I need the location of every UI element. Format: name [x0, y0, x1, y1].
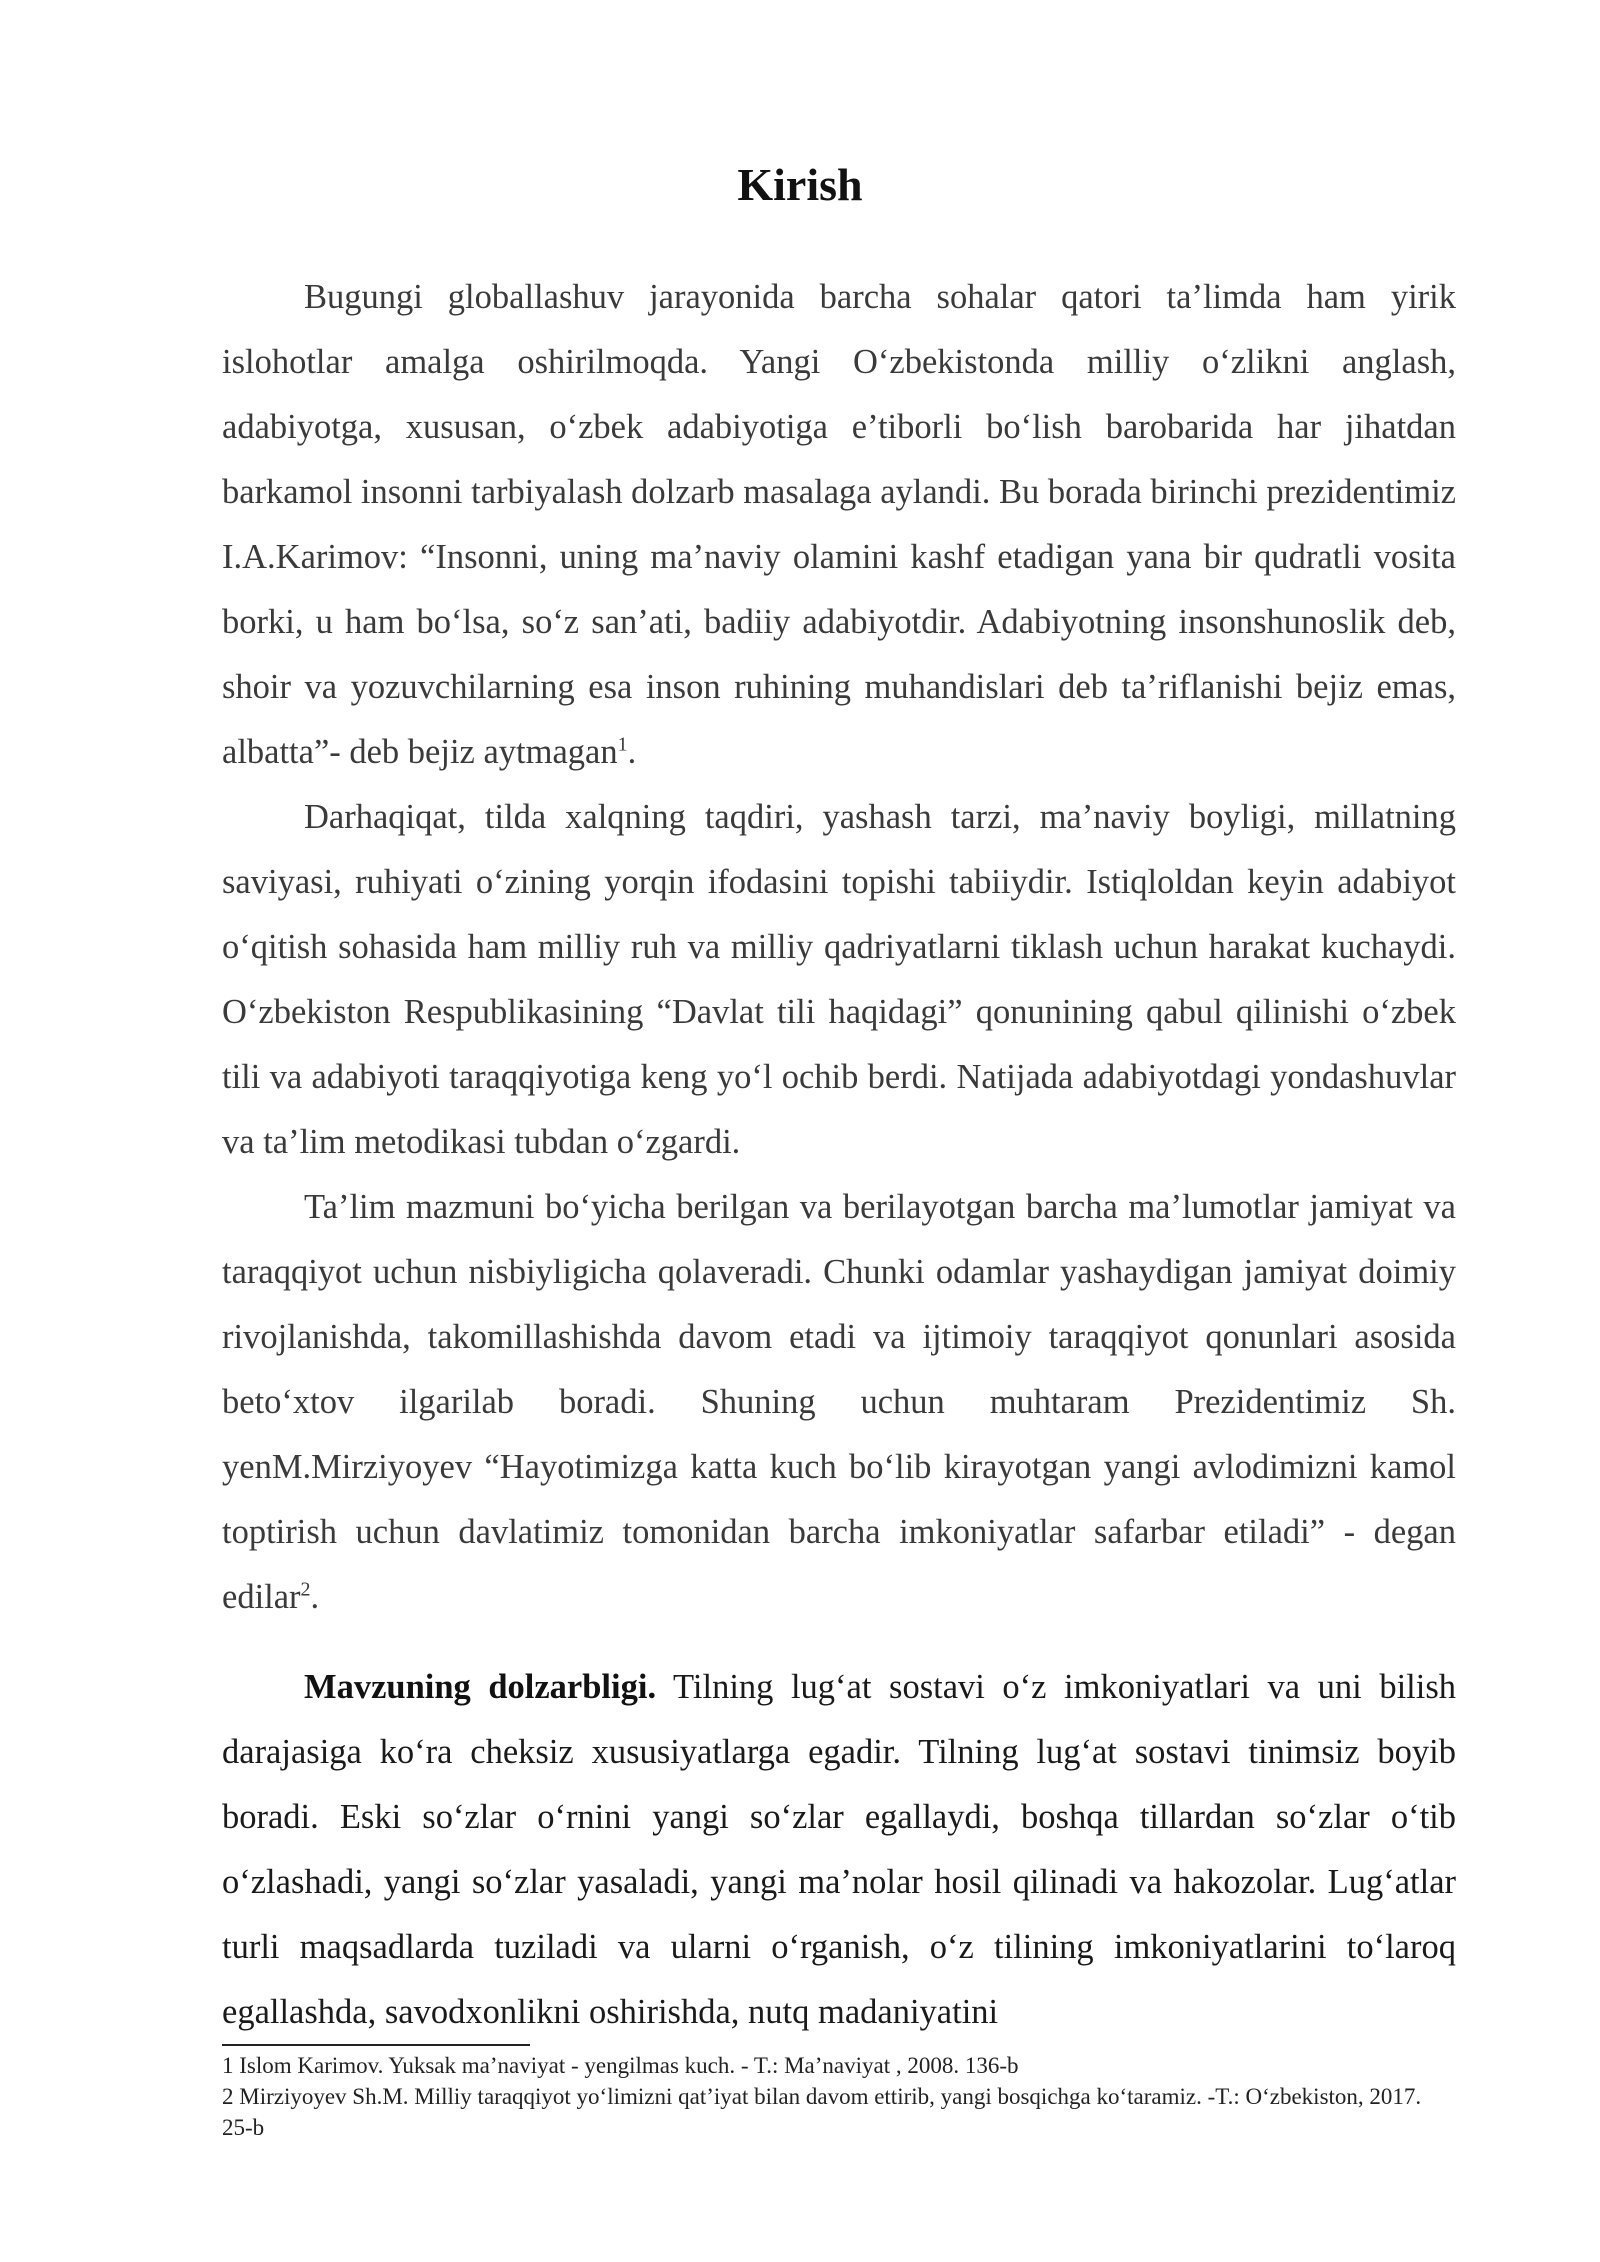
paragraph-text: Ta’lim mazmuni bo‘yicha berilgan va berilayotgan barcha ma’lumotlar jamiyat va taraqqiyot uchun nisbiyligicha qolaveradi. Chunki odamlar yashaydigan jamiyat doimiy rivojlanishda, takomillashishda davom etadi va ijtimoiy taraqqiyot qonunlari asosida beto‘xtov ilgarilab boradi. Shuning uchun muhtaram Prezidentimiz Sh. yenM.Mirziyoyev “Hayotimizga katta kuch bo‘lib kirayotgan yangi avlodimizni kamol toptirish uchun davlatimiz tomonidan barcha imkoniyatlar safarbar etiladi” - degan edilar	[222, 1188, 1456, 1616]
paragraph-end: .	[627, 733, 637, 771]
paragraph-end: .	[310, 1578, 320, 1616]
paragraph-text: Darhaqiqat, tilda xalqning taqdiri, yashash tarzi, ma’naviy boyligi, millatning saviyasi, ruhiyati o‘zining yorqin ifodasini topishi tabiiydir. Istiqloldan keyin adabiyot o‘qitish sohasida ham milliy ruh va milliy qadriyatlarni tiklash uchun harakat kuchaydi. O‘zbekiston Respublikasining “Davlat tili haqidagi” qonunining qabul qilinishi o‘zbek tili va adabiyoti taraqqiyotiga keng yo‘l ochib berdi. Natijada adabiyotdagi yondashuvlar va ta’lim metodikasi tubdan o‘zgardi.	[222, 798, 1456, 1161]
page-title: Kirish	[737, 159, 863, 210]
paragraph-talim	[222, 1175, 1456, 1630]
paragraph-intro	[222, 265, 1456, 785]
paragraph-text: Tilning lug‘at sostavi o‘z imkoniyatlari va uni bilish darajasiga ko‘ra cheksiz xususiyatlarga egadir. Tilning lug‘at sostavi tinimsiz boyib boradi. Eski so‘zlar o‘rnini yangi so‘zlar egallaydi, boshqa tillardan so‘zlar o‘tib o‘zlashadi, yangi so‘zlar yasaladi, yangi ma’nolar hosil qilinadi va hakozolar. Lug‘atlar turli maqsadlarda tuziladi va ularni o‘rganish, o‘z tilining imkoniyatlarini to‘laroq egallashda, savodxonlikni oshirishda, nutq madaniyatini	[222, 1668, 1456, 2031]
paragraph-darhaqiqat	[222, 785, 1456, 1175]
footnote-1: 1 Islom Karimov. Yuksak ma’naviyat - yengilmas kuch. - T.: Ma’naviyat , 2008. 136-b	[222, 2053, 1019, 2078]
paragraph-text: Bugungi globallashuv jarayonida barcha sohalar qatori ta’limda ham yirik islohotlar amalga oshirilmoqda. Yangi O‘zbekistonda milliy o‘zlikni anglash, adabiyotga, xususan, o‘zbek adabiyotiga e’tiborli bo‘lish barobarida har jihatdan barkamol insonni tarbiyalash dolzarb masalaga aylandi. Bu borada birinchi prezidentimiz I.A.Karimov: “Insonni, uning ma’naviy olamini kashf etadigan yana bir qudratli vosita borki, u ham bo‘lsa, so‘z san’ati, badiiy adabiyotdir. Adabiyotning insonshunoslik deb, shoir va yozuvchilarning esa inson ruhining muhandislari deb ta’riflanishi bejiz emas, albatta”- deb bejiz aytmagan	[222, 278, 1456, 771]
footnotes	[222, 2050, 1456, 2143]
section-lead-heading: Mavzuning dolzarbligi.	[304, 1668, 657, 1706]
footnote-2: 2 Mirziyoyev Sh.M. Milliy taraqqiyot yo‘limizni qat’iyat bilan davom ettirib, yangi bosqichga ko‘taramiz. -T.: O‘zbekiston, 2017. 25-b	[222, 2084, 1422, 2140]
document-body	[222, 265, 1456, 2045]
paragraph-dolzarblik	[222, 1655, 1456, 2045]
footnote-divider	[222, 2044, 530, 2046]
footnote-reference[interactable]: 2	[300, 1578, 311, 1601]
footnote-reference[interactable]: 1	[617, 733, 628, 756]
